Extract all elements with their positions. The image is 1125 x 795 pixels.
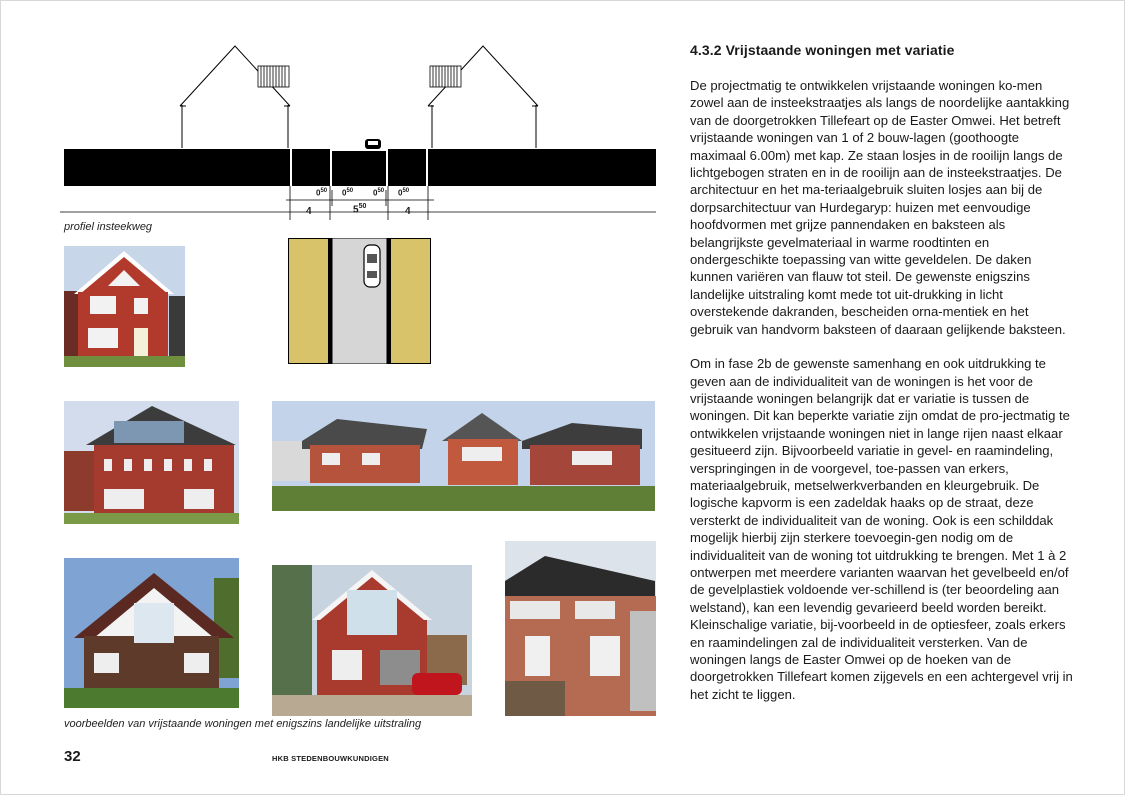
gallery-caption: voorbeelden van vrijstaande woningen met enigszins landelijke uitstraling: [64, 718, 422, 730]
street-profile-drawing: [60, 40, 660, 235]
dim-left: 4: [306, 206, 312, 217]
paragraph-2: Om in fase 2b de gewenste samenhang en ook uitdrukking te geven aan de individualiteit van de woningen is het voor de vrijstaande woningen belangrijk dat er variatie is tussen de woningen. Dit kan beperkte variatie zijn omdat de pro-jectmatig te ontwikkelen vrijstaande woningen niet in lange rijen naast elkaar gesitueerd zijn. Bijvoorbeeld variatie in gevel- en raamindeling, verspringingen in de voorgevel, toe-passen van erkers, materiaalgebruik, metselwerkverbanden en kleurgebruik. De logische kapvorm is een zadeldak haaks op de straat, deze versterkt de individualiteit van de woning. Ook is een schilddak mogelijk hierbij zijn sterkere toevoegin-gen nodig om de individualiteit van de woning tot uitdrukking te brengen. Met 1 à 2 ontwerpen met meerdere varianten waarvan het gevelbeeld en/of de gevelplastiek voldoende ver-schillend is (ter beoordeling aan welstand), kan een levendig gevarieerd beeld worden bereikt. Kleinschalige variatie, bij-voorbeeld in de optiesfeer, zoals erkers en raamindelingen zal de individualiteit versterken. Van de woningen langs de Easter Omwei op de hoeken van de doorgetrokken Tillefeart komen zijgevels en een achtergevel vrij in het zicht te liggen.: [690, 356, 1073, 702]
profile-caption: profiel insteekweg: [64, 221, 153, 233]
dim-mid: $5^{50}$: [353, 203, 367, 216]
dim-small-left: $0^{50}$: [316, 188, 328, 198]
house-photo-1: [64, 246, 185, 367]
house-photo-3: [272, 401, 655, 511]
left-chimney: [258, 66, 289, 87]
section-heading: 4.3.2 Vrijstaande woningen met variatie: [690, 42, 955, 58]
house-photo-6: [505, 541, 656, 716]
car-top-icon: [364, 245, 380, 287]
text-column: [690, 42, 1074, 720]
street-plan-view: [288, 238, 431, 364]
left-house-outline: [180, 46, 290, 148]
car-icon: [365, 139, 381, 149]
dim-small-right-2: $0^{50}$: [398, 188, 410, 198]
house-photo-4: [64, 558, 239, 708]
dim-right: 4: [405, 206, 411, 217]
dim-small-left-2: $0^{50}$: [342, 188, 354, 198]
page-number: 32: [64, 748, 81, 765]
house-photo-5: [272, 565, 472, 716]
right-chimney: [430, 66, 461, 87]
house-photo-2: [64, 401, 239, 524]
paragraph-1: De projectmatig te ontwikkelen vrijstaande woningen ko-men zowel aan de insteekstraatjes als langs de noordelijke aantakking van de doorgetrokken Tillefeart op de Easter Omwei. Het betreft vrijstaande woningen van 1 of 2 bouw-lagen (goothoogte maximaal 6.00m) met kap. Ze staan losjes in de rooilijn langs de lichtgebogen straten en in de rooilijn aan de insteekstraatjes. De architectuur en het ma-teriaalgebruik sluiten losjes aan bij de dorpsarchitectuur van Hurdegaryp: huizen met eenvoudige hoofdvormen met grijze pannendaken en baksteen als belangrijkste gevelmateriaal in warme roodtinten en ondergeschikte toepassing van witte geveldelen. De daken kunnen variëren van flauw tot steil. De gewenste enigszins landelijke uitstraling komt mede tot uit-drukking in licht overstekende dakranden, bescheiden orna-mentiek en het gebruik van handvorm baksteen of daaraan gelijkende baksteen.: [690, 78, 1070, 337]
right-house-outline: [428, 46, 538, 148]
footer-firm-name: HKB STEDENBOUWKUNDIGEN: [272, 754, 389, 763]
dim-small-right: $0^{50}$: [373, 188, 385, 198]
ground-band: [64, 149, 656, 186]
